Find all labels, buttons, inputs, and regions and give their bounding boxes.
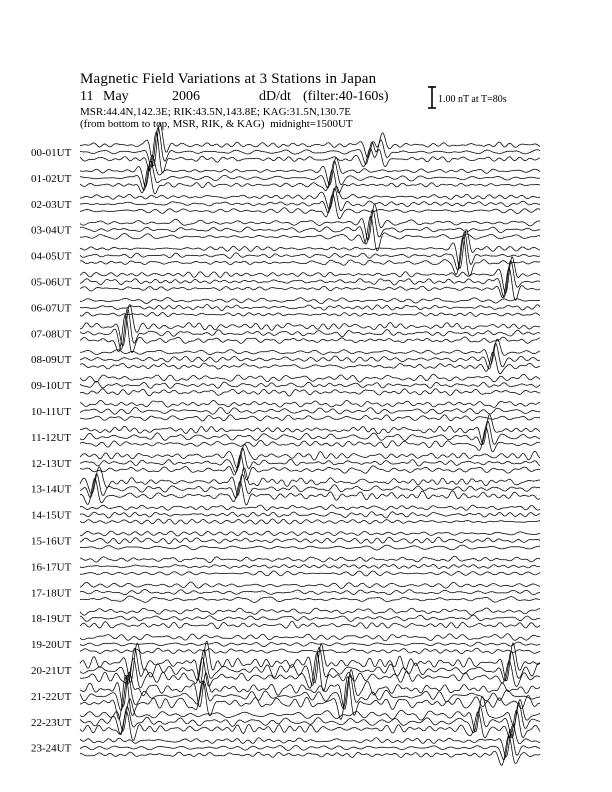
hour-label: 21-22UT <box>31 690 72 703</box>
station-trace-kag <box>80 556 540 562</box>
hour-label: 16-17UT <box>31 561 72 574</box>
station-trace-msr <box>80 237 540 277</box>
station-trace-rik <box>80 589 540 594</box>
station-trace-msr <box>80 312 540 316</box>
station-trace-kag <box>80 634 540 641</box>
date-year: 2006 <box>172 89 200 104</box>
scale-bar-label: 1.00 nT at T=80s <box>438 94 507 105</box>
station-trace-rik <box>80 261 540 298</box>
hour-label: 14-15UT <box>31 509 72 522</box>
hour-label: 12-13UT <box>31 457 72 470</box>
station-trace-rik <box>80 421 540 445</box>
station-trace-rik <box>80 703 540 738</box>
component-label: dD/dt <box>259 89 291 104</box>
hour-label: 19-20UT <box>31 639 72 652</box>
station-trace-rik <box>80 615 540 621</box>
stations-label: MSR:44.4N,142.3E; RIK:43.5N,143.8E; KAG:31.5N,130.7E <box>80 106 352 118</box>
midnight-note: midnight=1500UT <box>270 118 353 130</box>
hour-label: 01-02UT <box>31 172 72 185</box>
date-day: 11 <box>80 89 94 104</box>
station-trace-rik <box>80 474 540 498</box>
hour-label: 23-24UT <box>31 742 72 755</box>
hour-label: 18-19UT <box>31 613 72 626</box>
hour-label: 02-03UT <box>31 198 72 211</box>
station-trace-msr <box>80 653 540 691</box>
station-trace-kag <box>80 608 540 615</box>
hour-label: 10-11UT <box>31 406 71 418</box>
hour-label: 11-12UT <box>31 431 71 444</box>
hour-label: 20-21UT <box>31 665 72 677</box>
station-trace-rik <box>80 512 540 518</box>
station-trace-msr <box>80 216 540 251</box>
station-trace-msr <box>80 479 540 506</box>
station-trace-kag <box>80 374 540 382</box>
station-trace-rik <box>80 233 540 271</box>
station-trace-kag <box>80 204 540 240</box>
station-trace-msr <box>80 455 540 480</box>
station-trace-rik <box>80 210 540 245</box>
station-trace-kag <box>80 725 540 757</box>
date-month: May <box>103 89 129 104</box>
station-trace-msr <box>80 675 540 720</box>
station-trace-kag <box>80 339 540 364</box>
station-trace-rik <box>80 188 540 213</box>
hour-label: 09-10UT <box>31 380 72 393</box>
hour-label: 08-09UT <box>31 354 72 367</box>
hour-label: 04-05UT <box>31 250 72 263</box>
order-note-text: (from bottom to top, MSR, RIK, & KAG) <box>80 118 265 130</box>
hour-label: 15-16UT <box>31 535 72 548</box>
station-trace-kag <box>80 305 540 346</box>
hour-label: 22-23UT <box>31 716 72 729</box>
chart-title: Magnetic Field Variations at 3 Stations in Japan <box>80 71 377 87</box>
hour-label: 05-06UT <box>31 276 72 289</box>
station-trace-msr <box>80 352 540 374</box>
station-trace-rik <box>80 161 540 190</box>
station-trace-rik <box>80 381 540 388</box>
hour-label: 07-08UT <box>31 328 72 341</box>
station-trace-kag <box>80 298 540 304</box>
station-trace-kag <box>80 467 540 495</box>
station-trace-rik <box>80 128 540 168</box>
station-trace-msr <box>80 268 540 300</box>
station-trace-msr <box>80 571 540 576</box>
filter-label: (filter:40-160s) <box>303 89 389 104</box>
hour-label: 00-01UT <box>31 147 72 159</box>
hour-labels <box>31 147 72 755</box>
hour-label: 17-18UT <box>31 587 72 600</box>
station-trace-rik <box>80 675 540 711</box>
station-trace-msr <box>80 389 540 396</box>
hour-label: 03-04UT <box>31 224 72 237</box>
scale-bar <box>428 87 436 108</box>
station-trace-kag <box>80 445 540 469</box>
hour-label: 13-14UT <box>31 483 72 496</box>
hour-label: 06-07UT <box>31 302 72 315</box>
